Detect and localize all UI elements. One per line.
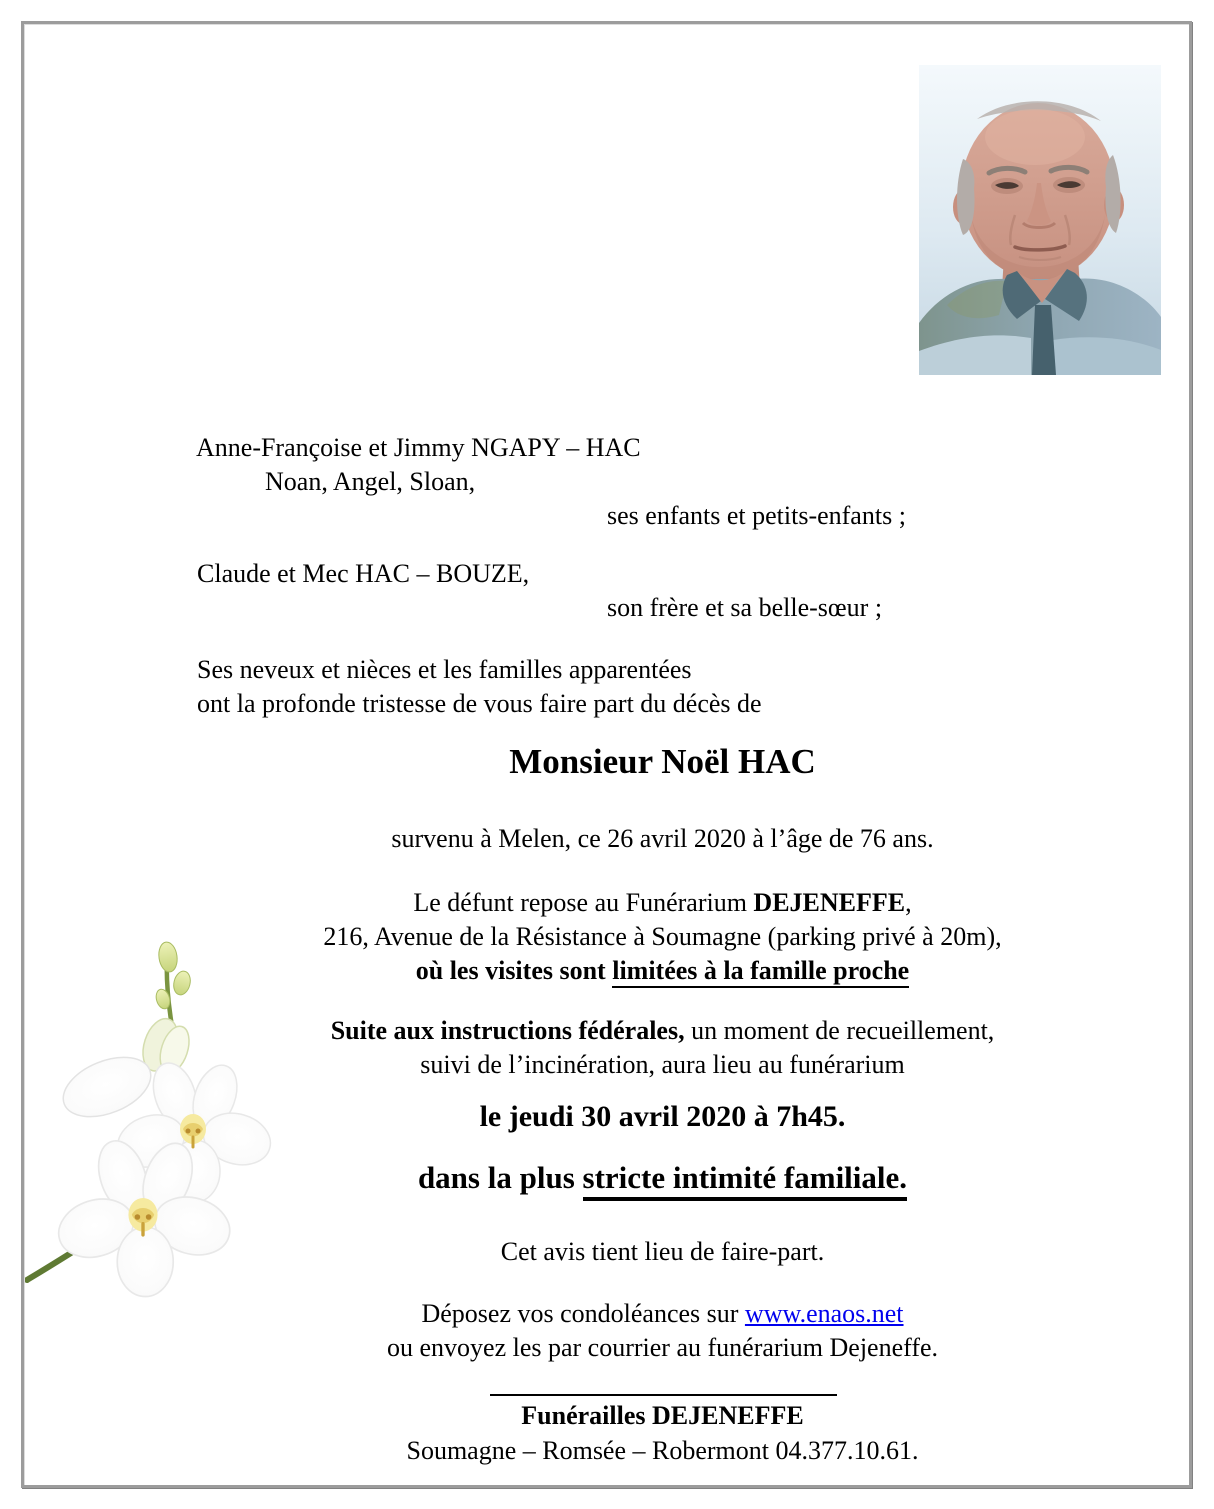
privacy-line: [150, 1160, 1175, 1196]
family-relatives-line1: Ses neveux et nièces et les familles apparentées: [197, 655, 692, 684]
repose-prefix: Le défunt repose au Funérarium: [413, 888, 754, 917]
condolences-line2: ou envoyez les par courrier au funérarium Dejeneffe.: [386, 1333, 939, 1362]
death-info-line: survenu à Melen, ce 26 avril 2020 à l’âge de 76 ans.: [391, 824, 934, 853]
federal-instructions-line: [150, 1016, 1175, 1046]
repose-suffix: ,: [905, 888, 912, 917]
family-children-caption: ses enfants et petits-enfants ;: [607, 501, 906, 530]
condolences-prefix: Déposez vos condoléances sur: [421, 1299, 745, 1328]
ceremony-date-line: le jeudi 30 avril 2020 à 7h45.: [479, 1100, 846, 1133]
privacy-prefix: dans la plus: [417, 1160, 583, 1195]
footer-locations-phone: Soumagne – Romsée – Robermont 04.377.10.61.: [406, 1436, 919, 1465]
privacy-underlined: stricte intimité familiale.: [583, 1160, 908, 1201]
federal-instructions-bold: Suite aux instructions fédérales,: [330, 1016, 685, 1045]
visits-line: [150, 956, 1175, 986]
repose-funerarium-name: DEJENEFFE: [753, 888, 906, 917]
family-children-line: Anne-Françoise et Jimmy NGAPY – HAC: [196, 433, 641, 462]
portrait-illustration: [919, 65, 1161, 375]
deceased-portrait-photo: [919, 65, 1161, 375]
condolences-line: [150, 1299, 1175, 1329]
family-brother-line: Claude et Mec HAC – BOUZE,: [197, 559, 530, 588]
deceased-name: Monsieur Noël HAC: [509, 742, 816, 781]
faire-part-line: Cet avis tient lieu de faire-part.: [500, 1237, 825, 1266]
funerarium-address-line: 216, Avenue de la Résistance à Soumagne (parking privé à 20m),: [323, 922, 1002, 951]
visits-underlined: limitées à la famille proche: [612, 956, 909, 988]
enaos-link[interactable]: www.enaos.net: [744, 1299, 904, 1328]
footer-funeral-home: Funérailles DEJENEFFE: [521, 1401, 804, 1430]
family-brother-caption: son frère et sa belle-sœur ;: [607, 593, 883, 622]
repose-line: [150, 888, 1175, 918]
family-grandchildren-line: Noan, Angel, Sloan,: [265, 467, 476, 496]
ceremony-line2: suivi de l’incinération, aura lieu au funérarium: [420, 1050, 905, 1079]
visits-prefix: où les visites sont: [415, 956, 613, 985]
family-relatives-line2: ont la profonde tristesse de vous faire part du décès de: [197, 689, 762, 718]
federal-instructions-rest: un moment de recueillement,: [684, 1016, 995, 1045]
footer-divider-line: [490, 1394, 837, 1396]
